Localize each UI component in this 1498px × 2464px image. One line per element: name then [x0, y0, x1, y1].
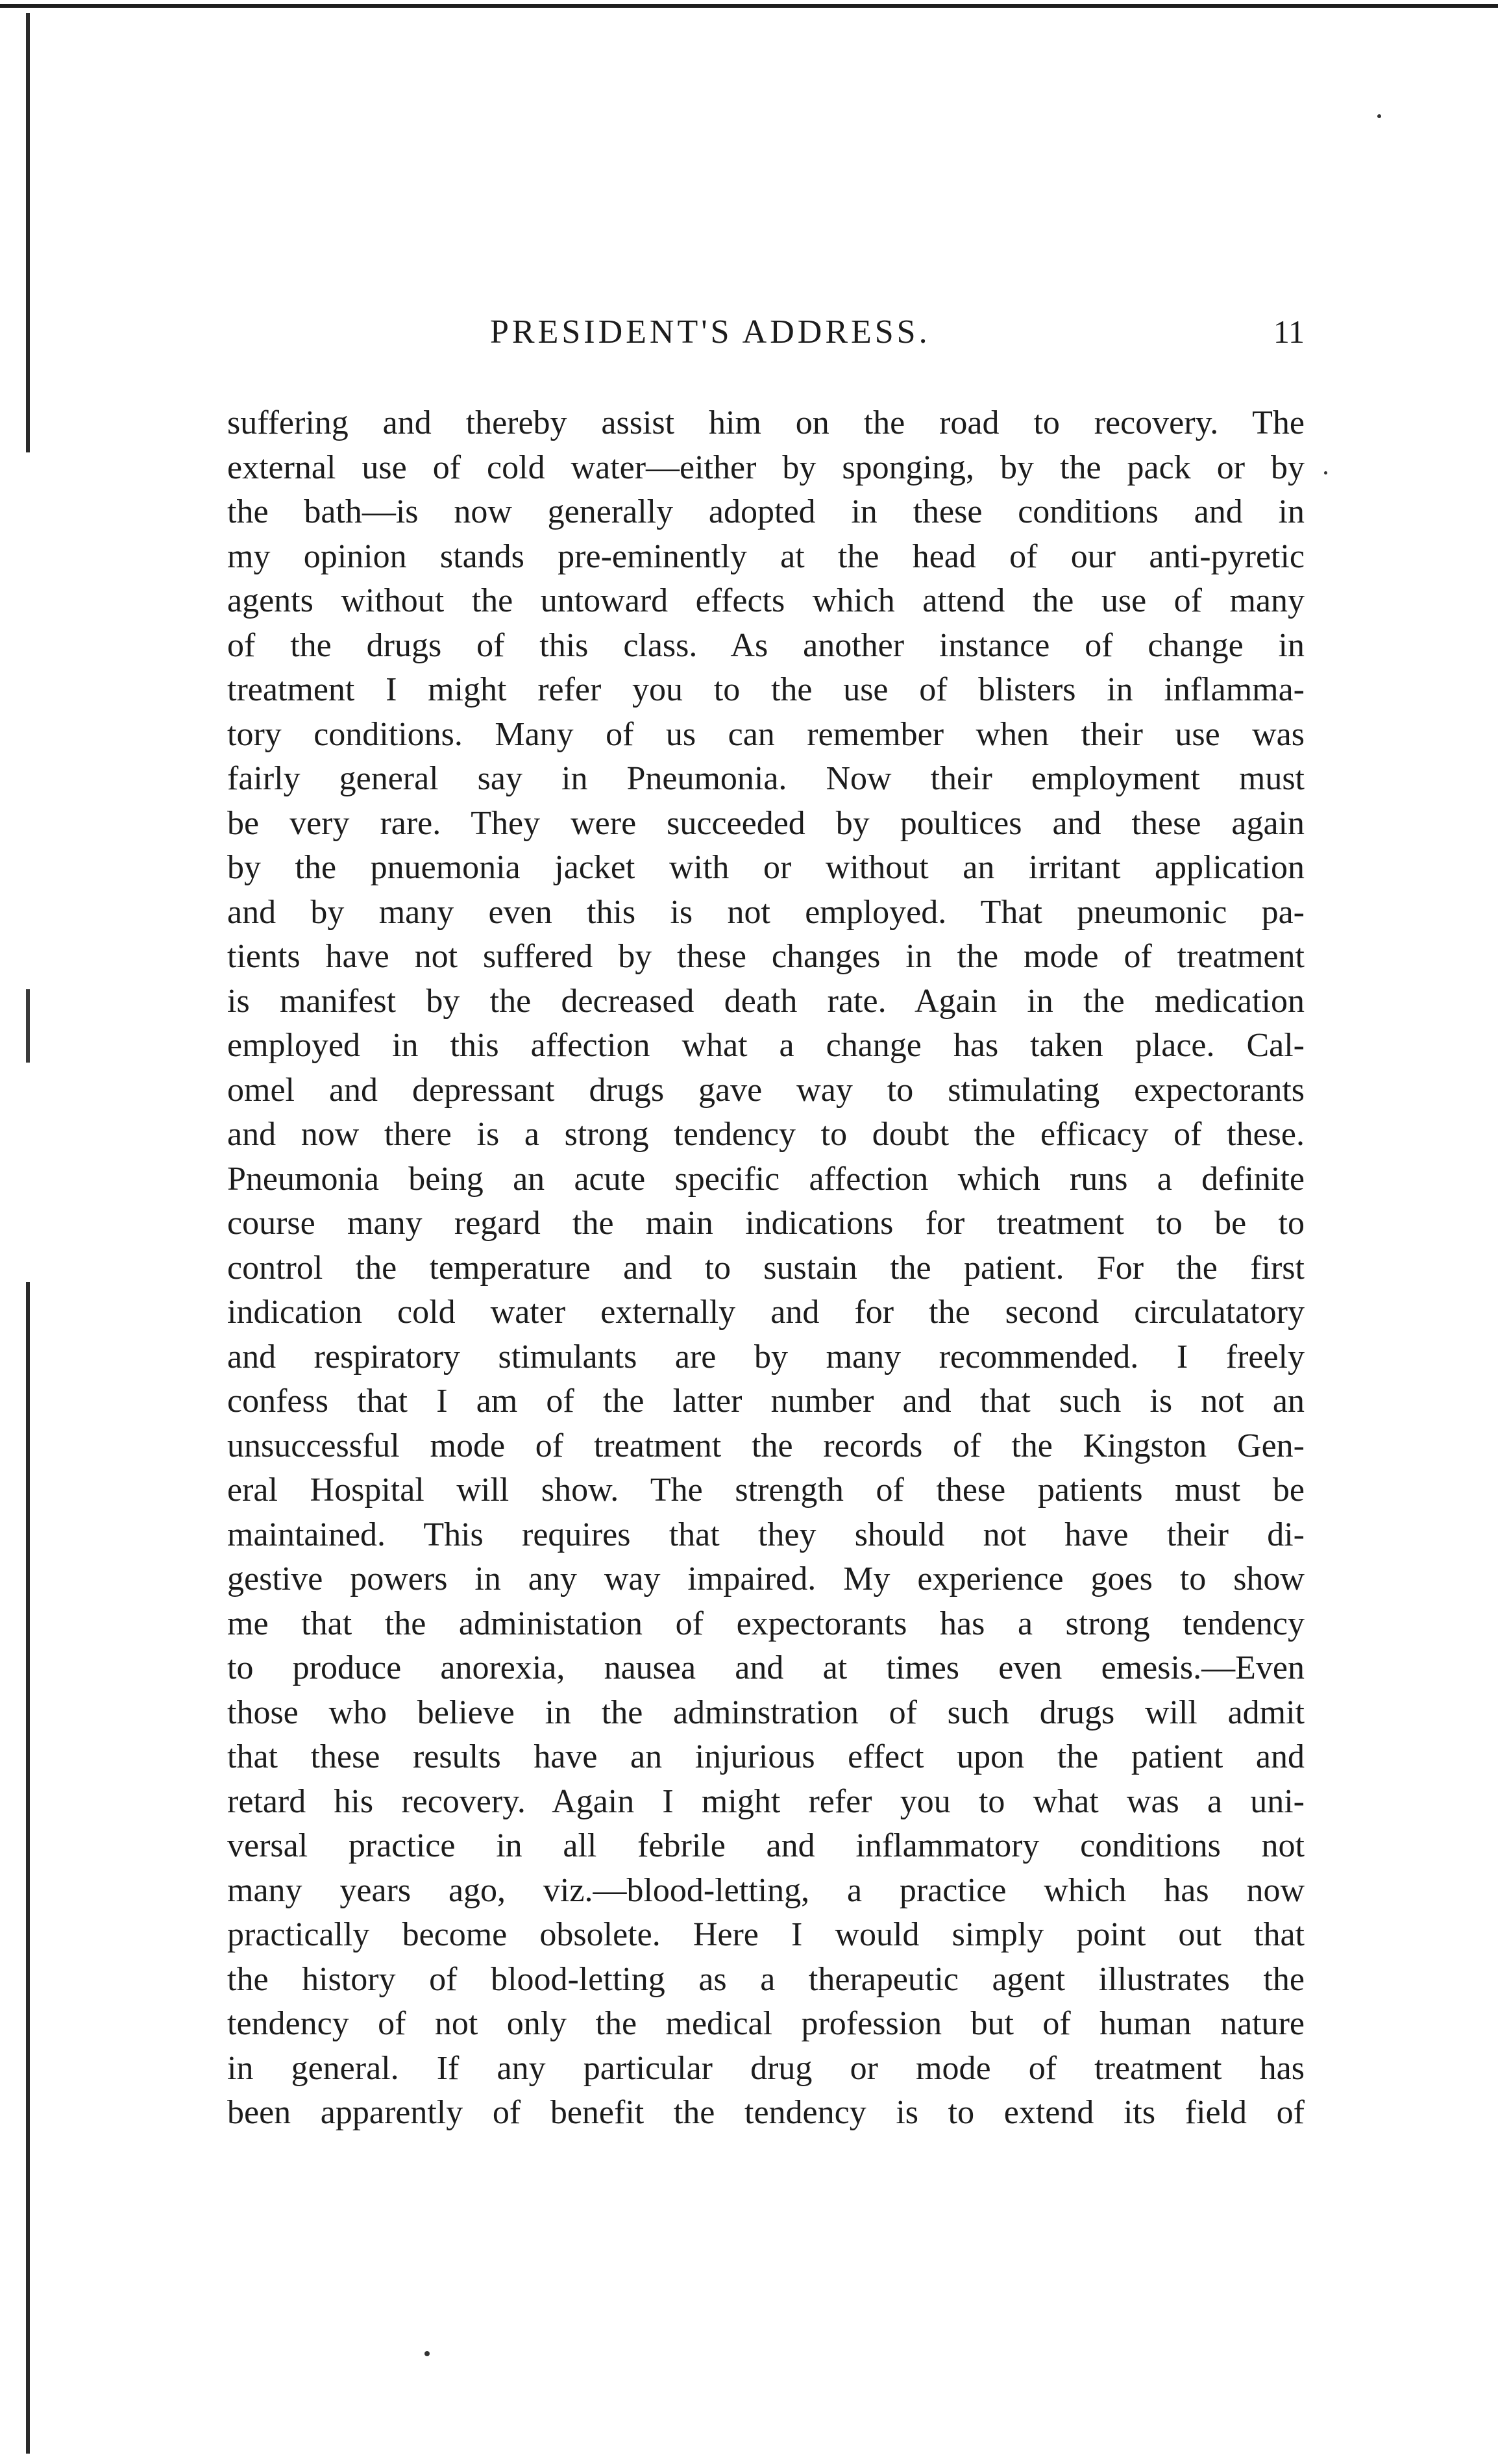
speck: [424, 2351, 430, 2356]
text-line: tendency of not only the medical profession but of human nature: [227, 2005, 1305, 2042]
binding-gutter: [0, 0, 39, 2464]
text-line: retard his recovery. Again I might refer you to what was a uni-: [227, 1782, 1305, 1820]
text-line: be very rare. They were succeeded by poultices and these again: [227, 804, 1305, 842]
body-text: [227, 401, 1305, 2136]
page-header: [227, 313, 1305, 365]
text-line: many years ago, viz.—blood-letting, a practice which has now: [227, 1871, 1305, 1909]
text-line: me that the administation of expectorants has a strong tendency: [227, 1605, 1305, 1642]
text-line: control the temperature and to sustain the patient. For the first: [227, 1249, 1305, 1287]
text-line: Pneumonia being an acute specific affection which runs a definite: [227, 1160, 1305, 1198]
text-line: in general. If any particular drug or mode of treatment has: [227, 2049, 1305, 2087]
text-line: by the pnuemonia jacket with or without an irritant application: [227, 849, 1305, 886]
text-line: eral Hospital will show. The strength of these patients must be: [227, 1472, 1305, 1509]
text-line: is manifest by the decreased death rate. Again in the medication: [227, 982, 1305, 1020]
text-line: fairly general say in Pneumonia. Now their employment must: [227, 760, 1305, 797]
text-line: confess that I am of the latter number and that such is not an: [227, 1383, 1305, 1420]
text-line: indication cold water externally and for the second circulatatory: [227, 1294, 1305, 1331]
speck: [1324, 471, 1327, 474]
text-line: practically become obsolete. Here I would simply point out that: [227, 1916, 1305, 1953]
text-line: been apparently of benefit the tendency is to extend its field of: [227, 2094, 1305, 2131]
text-line: unsuccessful mode of treatment the records of the Kingston Gen-: [227, 1427, 1305, 1464]
text-line: employed in this affection what a change has taken place. Cal-: [227, 1027, 1305, 1064]
text-line: and by many even this is not employed. That pneumonic pa-: [227, 893, 1305, 931]
text-line: course many regard the main indications for treatment to be to: [227, 1205, 1305, 1242]
text-line: that these results have an injurious effect upon the patient and: [227, 1738, 1305, 1775]
text-line: and now there is a strong tendency to doubt the efficacy of these.: [227, 1116, 1305, 1153]
text-line: suffering and thereby assist him on the road to recovery. The: [227, 404, 1305, 441]
text-line: maintained. This requires that they should not have their di-: [227, 1516, 1305, 1553]
text-line: and respiratory stimulants are by many recommended. I freely: [227, 1338, 1305, 1375]
text-line: tients have not suffered by these changes in the mode of treatment: [227, 938, 1305, 975]
speck: [1377, 114, 1381, 118]
text-line: the bath—is now generally adopted in these conditions and in: [227, 493, 1305, 530]
top-border-rule: [0, 4, 1498, 8]
text-line: agents without the untoward effects which attend the use of many: [227, 582, 1305, 619]
text-line: external use of cold water—either by sponging, by the pack or by: [227, 449, 1305, 486]
page-number: 11: [1273, 314, 1305, 350]
text-line: my opinion stands pre-eminently at the head of our anti-pyretic: [227, 537, 1305, 575]
text-line: treatment I might refer you to the use of blisters in inflamma-: [227, 671, 1305, 708]
running-head: PRESIDENT'S ADDRESS.: [490, 314, 931, 351]
text-line: of the drugs of this class. As another instance of change in: [227, 626, 1305, 664]
text-line: the history of blood-letting as a therapeutic agent illustrates the: [227, 1960, 1305, 1998]
text-line: versal practice in all febrile and inflammatory conditions not: [227, 1827, 1305, 1864]
gutter-edge-line: [26, 13, 30, 2454]
text-line: gestive powers in any way impaired. My experience goes to show: [227, 1560, 1305, 1597]
text-line: omel and depressant drugs gave way to stimulating expectorants: [227, 1071, 1305, 1109]
text-line: those who believe in the adminstration of such drugs will admit: [227, 1694, 1305, 1731]
text-line: tory conditions. Many of us can remember when their use was: [227, 715, 1305, 753]
text-line: to produce anorexia, nausea and at times even emesis.—Even: [227, 1649, 1305, 1686]
